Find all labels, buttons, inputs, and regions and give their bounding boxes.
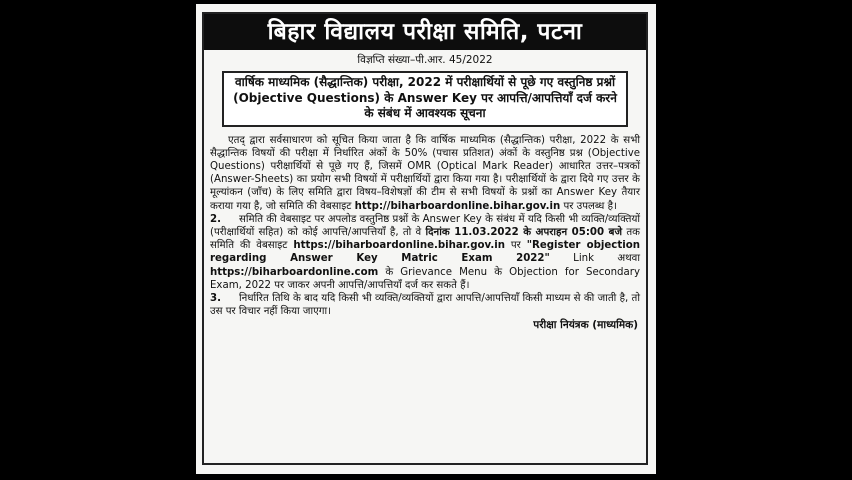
alternate-website-link[interactable]: https://biharboardonline.com [210, 266, 379, 278]
notice-subject: वार्षिक माध्यमिक (सैद्धान्तिक) परीक्षा, 2022 में परीक्षार्थियों से पूछे गए वस्तुनिष्ठ प्रश्नों (Objective Questions) के Answer Key पर आपत्ति/आपत्तियाँ दर्ज करने के संबंध में आवश्यक सूचना [222, 71, 628, 127]
paragraph-2-text-c: पर [510, 240, 521, 252]
notice-title: बिहार विद्यालय परीक्षा समिति, पटना [204, 14, 646, 50]
paragraph-2 [210, 213, 640, 292]
notice-document [196, 4, 656, 474]
deadline-text: दिनांक 11.03.2022 के अपराहन 05:00 बजे [425, 226, 623, 238]
paragraph-2-text-b: तक समिति की वेबसाइट [210, 226, 640, 252]
paragraph-2-number: 2. [210, 213, 221, 225]
paragraph-3-number: 3. [210, 292, 221, 304]
website-link[interactable]: http://biharboardonline.bihar.gov.in [354, 200, 561, 212]
paragraph-1-text-b: पर उपलब्ध है। [563, 200, 617, 212]
paragraph-3-text: निर्धारित तिथि के बाद यदि किसी भी व्यक्ति/व्यक्तियों द्वारा आपत्ति/आपत्तियाँ किसी माध्यम से की जाती है, तो उस पर विचार नहीं किया जाएगा। [210, 292, 640, 318]
paragraph-2-text-d: Link अथवा [573, 253, 640, 265]
paragraph-2-text-a: समिति की वेबसाइट पर अपलोड वस्तुनिष्ठ प्रश्नों के Answer Key के संबंध में यदि किसी भी व्यक्ति/व्यक्तियों (परीक्षार्थियों सहित) को कोई आपत्ति/आपत्तियाँ है, तो वे [210, 213, 640, 238]
paragraph-1 [210, 134, 640, 213]
notice-body [204, 127, 646, 333]
notice-frame [202, 12, 648, 465]
paragraph-1-text-a: एतद् द्वारा सर्वसाधारण को सूचित किया जाता है कि वार्षिक माध्यमिक (सैद्धान्तिक) परीक्षा, 2022 के सभी सैद्धान्तिक विषयों की परीक्षा में निर्धारित अंकों के 50% (पचास प्रतिशत) अंकों के वस्तुनिष्ठ प्रश्न (Objective Questions) परीक्षार्थियों से पूछे गए हैं, जिसमें OMR (Optical Mark Reader) आधारित उत्तर–पत्रकों (Answer-Sheets) का प्रयोग सभी विषयों में परीक्षार्थियों द्वारा किया गया है। परीक्षार्थियों के द्वारा दिये गए उत्तर के मूल्यांकन (जाँच) के लिए समिति द्वारा विषय–विशेषज्ञों की टीम से सभी विषयों के प्रश्नों का Answer Key तैयार कराया गया है, जो समिति की वेबसाइट [210, 134, 640, 212]
notice-number: विज्ञप्ति संख्या–पी.आर. 45/2022 [357, 54, 493, 66]
register-objection-link[interactable]: "Register objection regarding Answer Key Matric Exam 2022" [210, 240, 640, 265]
website-url-link[interactable]: https://biharboardonline.bihar.gov.in [293, 240, 505, 252]
paragraph-3 [210, 292, 640, 318]
paragraph-2-text-e: के Grievance Menu के Objection for Secondary Exam, 2022 पर जाकर अपनी आपत्ति/आपत्तियाँ दर्ज कर सकते हैं। [210, 266, 640, 291]
signature: परीक्षा नियंत्रक (माध्यमिक) [533, 319, 638, 332]
